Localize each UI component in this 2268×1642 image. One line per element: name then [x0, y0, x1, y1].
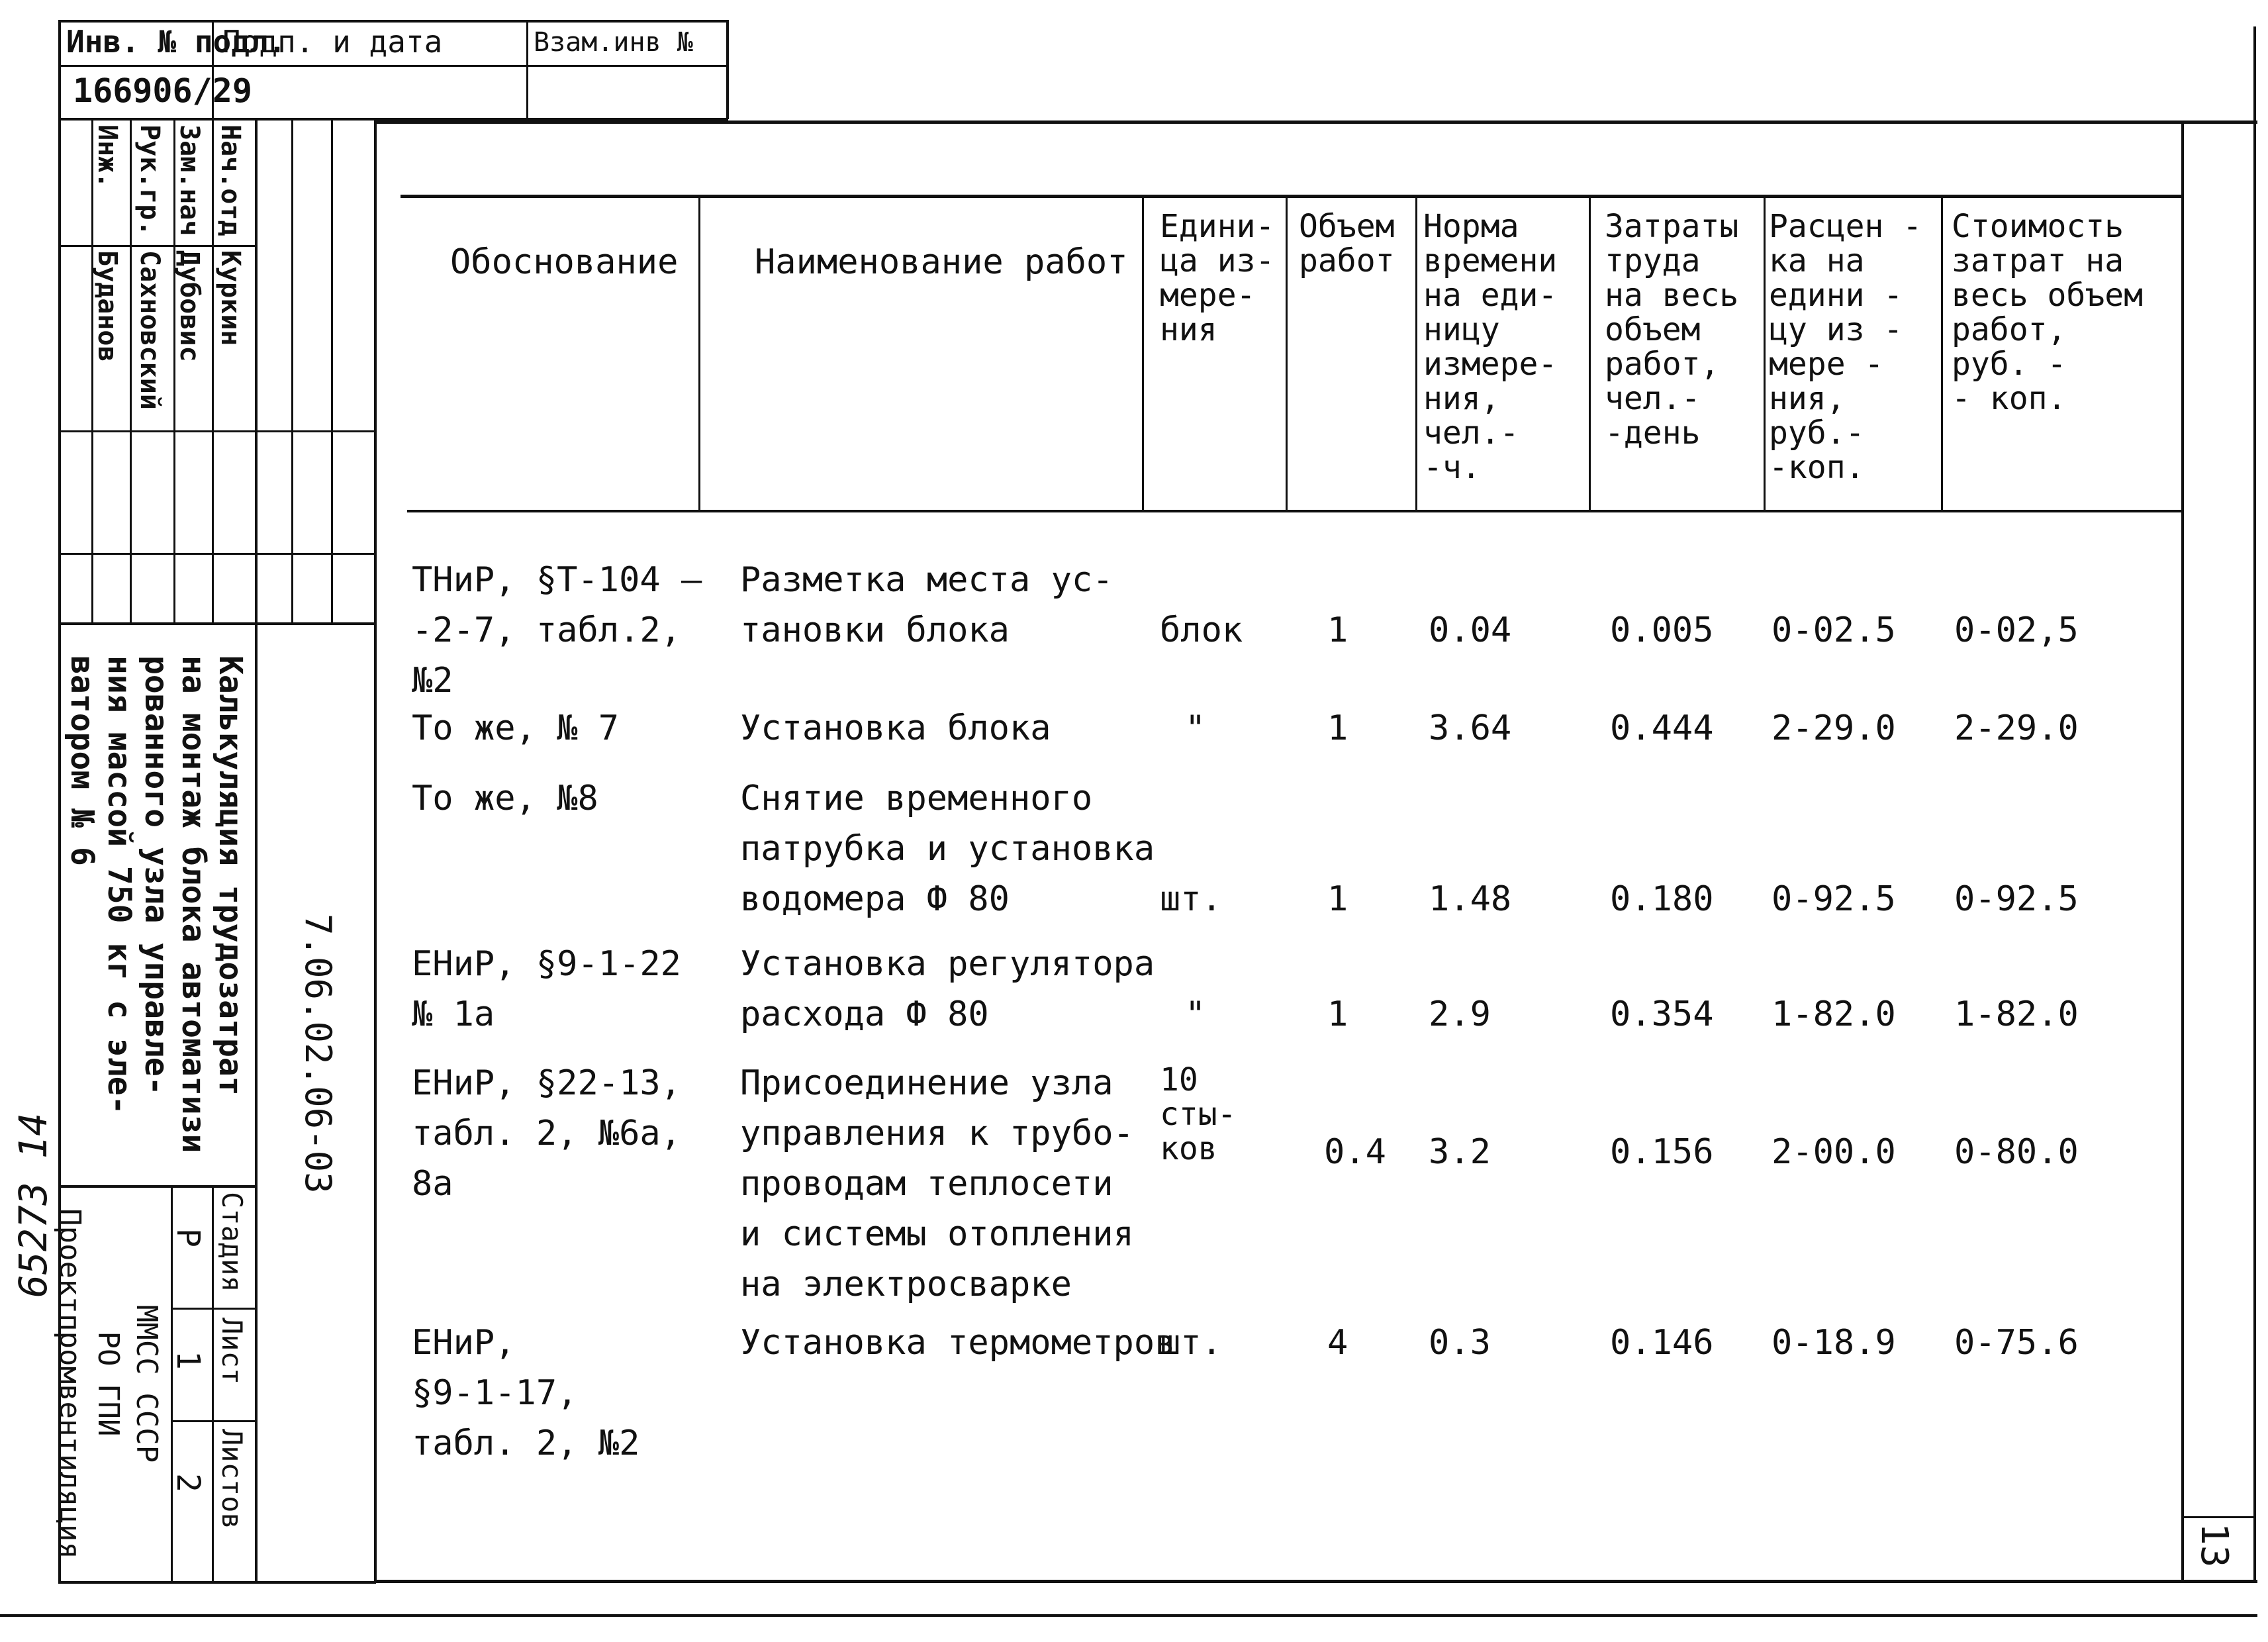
- sheet-label: Лист: [216, 1318, 248, 1385]
- name-2: Дубовис: [174, 250, 205, 362]
- header-basis: Обоснование: [450, 242, 679, 282]
- header-cost: Стоимость затрат на весь объем работ, руб. - - коп.: [1952, 208, 2143, 417]
- role-2: Зам.нач: [174, 124, 205, 236]
- cell-volume: 0.4: [1324, 1132, 1386, 1172]
- cell-volume: 1: [1327, 708, 1348, 748]
- header-unit: Едини- ца из- мере- ния: [1160, 208, 1275, 348]
- cell-unit: шт.: [1160, 879, 1222, 919]
- cell-unit: шт.: [1160, 1323, 1222, 1363]
- outer-right: [2253, 26, 2256, 1582]
- cell-basis: То же, №8: [412, 779, 598, 818]
- cell-labor: 0.005: [1610, 610, 1714, 650]
- inv-number: 166906/29: [73, 72, 252, 110]
- cell-cost: 1-82.0: [1954, 994, 2079, 1034]
- doc-code: 7.06.02.06-03: [297, 914, 339, 1194]
- role-1: Нач.отд: [215, 124, 246, 236]
- sheet-value: 1: [169, 1351, 207, 1370]
- cell-cost: 0-75.6: [1954, 1323, 2079, 1363]
- cell-cost: 0-80.0: [1954, 1132, 2079, 1172]
- sheets-label: Листов: [216, 1429, 248, 1529]
- cell-cost: 0-02,5: [1954, 610, 2079, 650]
- inv-label: Инв. № подл.: [66, 24, 287, 60]
- margin-note: 65273 14: [11, 1112, 56, 1298]
- cell-norm: 2.9: [1429, 994, 1491, 1034]
- cell-unit: ": [1185, 708, 1206, 748]
- cell-work: Установка регулятора расхода Ф 80: [740, 944, 1155, 1034]
- cell-cost: 2-29.0: [1954, 708, 2079, 748]
- frame-bottom: [374, 1580, 2257, 1583]
- role-3: Рук.гр.: [134, 124, 165, 236]
- sign-label: Подп. и дата: [222, 24, 443, 60]
- header-work: Наименование работ: [755, 242, 1128, 282]
- cell-labor: 0.146: [1610, 1323, 1714, 1363]
- cell-basis: ЕНиР, §9-1-22 № 1а: [412, 944, 681, 1034]
- cell-norm: 3.64: [1429, 708, 1512, 748]
- header-volume: Объем работ: [1299, 208, 1395, 279]
- frame-right: [2181, 121, 2184, 1582]
- name-4: Буданов: [92, 250, 122, 362]
- name-3: Сахновский: [134, 250, 165, 410]
- cell-rate: 0-92.5: [1772, 879, 1896, 919]
- header-rate: Расцен - ка на едини - цу из - мере - ния, руб.- -коп.: [1769, 208, 1922, 486]
- name-1: Куркин: [215, 250, 246, 346]
- header-labor: Затраты труда на весь объем работ, чел.- -день: [1605, 208, 1739, 452]
- cell-norm: 1.48: [1429, 879, 1512, 919]
- cell-basis: ЕНиР, §9-1-17, табл. 2, №2: [412, 1323, 640, 1463]
- cell-work: Присоединение узла управления к трубо- проводам теплосети и системы отопления на электросварке: [740, 1063, 1134, 1304]
- cell-work: Установка блока: [740, 708, 1051, 748]
- cell-rate: 2-29.0: [1772, 708, 1896, 748]
- cell-basis: ЕНиР, §22-13, табл. 2, №6а, 8а: [412, 1063, 681, 1204]
- stage-label: Стадия: [216, 1192, 248, 1292]
- frame-top: [374, 121, 2257, 124]
- cell-norm: 0.3: [1429, 1323, 1491, 1363]
- outer-bottom: [0, 1614, 2257, 1617]
- cell-labor: 0.354: [1610, 994, 1714, 1034]
- cell-volume: 1: [1327, 879, 1348, 919]
- cell-rate: 0-02.5: [1772, 610, 1896, 650]
- sheets-value: 2: [169, 1473, 207, 1492]
- cell-cost: 0-92.5: [1954, 879, 2079, 919]
- cell-unit: ": [1185, 994, 1206, 1034]
- cell-volume: 1: [1327, 610, 1348, 650]
- cell-rate: 0-18.9: [1772, 1323, 1896, 1363]
- stage-value: Р: [169, 1228, 207, 1247]
- cell-rate: 2-00.0: [1772, 1132, 1896, 1172]
- cell-volume: 1: [1327, 994, 1348, 1034]
- header-norm: Норма времени на еди- ницу измере- ния, чел.- -ч.: [1423, 208, 1558, 486]
- role-4: Инж.: [92, 124, 122, 189]
- cell-work: Снятие временного патрубка и установка водомера Ф 80: [740, 779, 1155, 919]
- cell-unit: блок: [1160, 610, 1243, 650]
- cell-basis: ТНиР, §Т-104 — -2-7, табл.2, №2: [412, 560, 702, 700]
- cell-labor: 0.180: [1610, 879, 1714, 919]
- page-number: 13: [2193, 1523, 2236, 1568]
- organization: ММСС СССР РО ГПИ Проектпромвентиляция: [53, 1208, 164, 1559]
- vzam-label: Взам.инв №: [534, 27, 693, 58]
- cell-norm: 3.2: [1429, 1132, 1491, 1172]
- cell-rate: 1-82.0: [1772, 994, 1896, 1034]
- cell-basis: То же, № 7: [412, 708, 620, 748]
- cell-labor: 0.156: [1610, 1132, 1714, 1172]
- cell-norm: 0.04: [1429, 610, 1512, 650]
- cell-unit: 10 сты- ков: [1160, 1061, 1237, 1167]
- cell-volume: 4: [1327, 1323, 1348, 1363]
- cell-labor: 0.444: [1610, 708, 1714, 748]
- cell-work: Разметка места ус- тановки блока: [740, 560, 1113, 650]
- cell-work: Установка термометров: [740, 1323, 1176, 1363]
- stamp-title: Калькуляция трудозатрат на монтаж блока автоматизи рованного узла управле- ния массой 750 кг с эле- ватором № 6: [64, 655, 249, 1153]
